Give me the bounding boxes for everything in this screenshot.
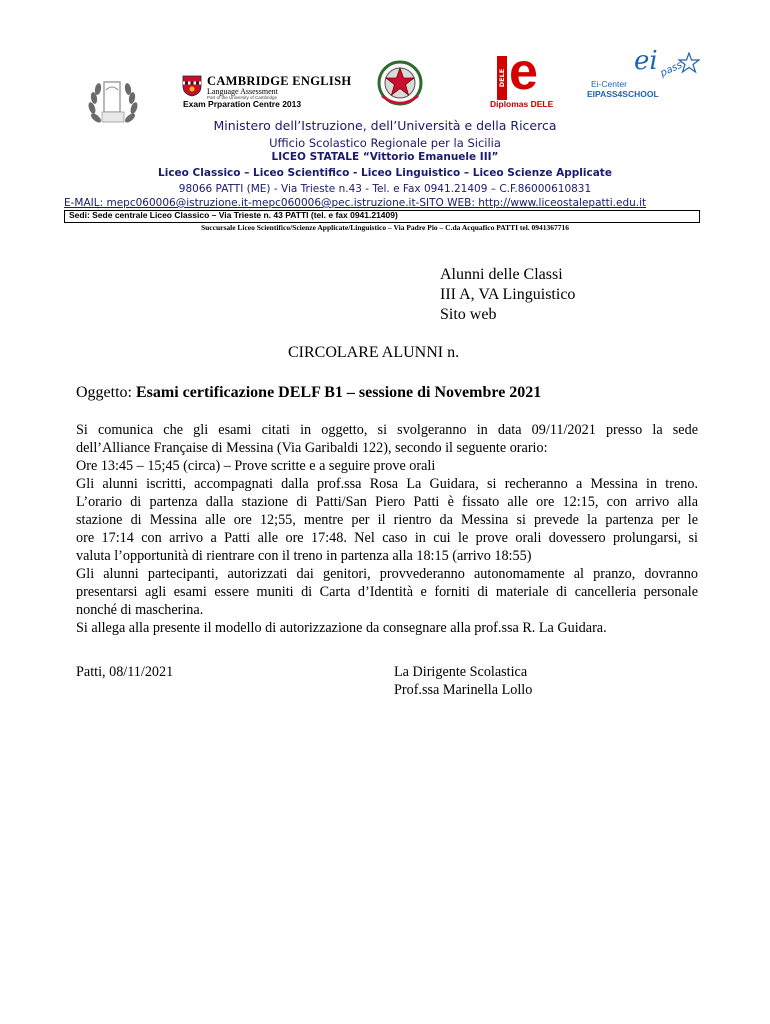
signature-name: Prof.ssa Marinella Lollo bbox=[394, 682, 533, 698]
eipass-center-label: Ei-Center bbox=[591, 79, 627, 89]
dele-caption: Diplomas DELE bbox=[490, 99, 554, 109]
eipass-logo bbox=[634, 46, 700, 84]
courses-line: Liceo Classico – Liceo Scientifico - Liceo Linguistico – Liceo Scienze Applicate bbox=[158, 167, 612, 179]
ministry-line: Ministero dell’Istruzione, dell’Università e della Ricerca bbox=[213, 118, 557, 133]
subject-label: Oggetto: bbox=[76, 384, 136, 401]
contacts-line: E-MAIL: mepc060006@istruzione.it-mepc060006@pec.istruzione.it-SITO WEB: http://www.liceostalepatti.edu.it bbox=[64, 197, 647, 209]
address-line: 98066 PATTI (ME) - Via Trieste n.43 - Tel. e Fax 0941.21409 – C.F.86000610831 bbox=[178, 183, 592, 195]
recipient-line: Sito web bbox=[440, 306, 497, 323]
subject-line bbox=[76, 384, 541, 402]
italian-republic-emblem bbox=[376, 58, 424, 108]
dele-side-label: DELE bbox=[498, 68, 506, 88]
place-date: Patti, 08/11/2021 bbox=[76, 664, 174, 680]
cambridge-title: CAMBRIDGE ENGLISH bbox=[207, 74, 352, 88]
body-line: Gli alunni partecipanti, autorizzati dai genitori, provvederanno autonomamente al pranzo, dovranno bbox=[76, 566, 698, 582]
subject-text: Esami certificazione DELF B1 – sessione di Novembre 2021 bbox=[136, 384, 542, 401]
sedi-line: Sedi: Sede centrale Liceo Classico – Via Trieste n. 43 PATTI (tel. e fax 0941.21409) bbox=[69, 210, 398, 220]
body-line: Si allega alla presente il modello di autorizzazione da consegnare alla prof.ssa R. La Guidara. bbox=[76, 620, 607, 636]
body-line: Ore 13:45 – 15;45 (circa) – Prove scritte e a seguire prove orali bbox=[76, 458, 436, 474]
recipient-line: III A, VA Linguistico bbox=[440, 286, 576, 303]
body-line: stazione di Messina alle ore 12;55, mentre per il rientro da Messina si prevede la partenza per le bbox=[76, 512, 698, 528]
dele-logo bbox=[497, 43, 547, 102]
succursale-line: Succursale Liceo Scientifico/Scienze Applicate/Linguistico – Via Padre Pio – C.da Acquafico PATTI tel. 0941367716 bbox=[200, 223, 570, 232]
body-line: Gli alunni iscritti, accompagnati dalla prof.ssa Rosa La Guidara, si recheranno a Messina in treno. bbox=[76, 476, 698, 492]
eipass-pass: pass bbox=[658, 59, 685, 80]
body-line: L’orario di partenza dalla stazione di Patti/San Piero Patti è fissato alle ore 12:15, con arrivo alla bbox=[76, 494, 698, 510]
body-line: Si comunica che gli esami citati in oggetto, si svolgeranno in data 09/11/2021 presso la sede bbox=[76, 422, 698, 438]
body-line: dell’Alliance Française di Messina (Via Garibaldi 122), secondo il seguente orario: bbox=[76, 440, 548, 456]
eipass-school-label: EIPASS4SCHOOL bbox=[587, 89, 659, 99]
sedi-box bbox=[64, 210, 700, 223]
body-line: ore 17:14 con arrivo a Patti alle ore 17:48. Nel caso in cui le prove orali dovessero prolungarsi, si bbox=[76, 530, 698, 546]
body-line: presentarsi agli esami essere muniti di Carta d’Identità e forniti di materiale di cancelleria personale bbox=[76, 584, 698, 600]
dele-letter: e bbox=[509, 43, 538, 101]
office-line: Ufficio Scolastico Regionale per la Sicilia bbox=[269, 136, 501, 150]
cambridge-centre-label: Exam Prparation Centre 2013 bbox=[183, 99, 302, 109]
recipient-line: Alunni delle Classi bbox=[440, 266, 563, 283]
star-icon bbox=[678, 52, 700, 74]
cambridge-small: Part of the University of Cambridge bbox=[207, 95, 278, 100]
school-name: LICEO STATALE “Vittorio Emanuele III” bbox=[271, 151, 499, 163]
cambridge-shield-icon bbox=[182, 75, 202, 97]
signature-title: La Dirigente Scolastica bbox=[394, 664, 528, 680]
circolare-title: CIRCOLARE ALUNNI n. bbox=[288, 344, 460, 361]
body-line: nonché di mascherina. bbox=[76, 602, 204, 618]
body-line: valuta l’opportunità di rientrare con il treno in partenza alla 18:15 (arrivo 18:55) bbox=[76, 548, 532, 564]
cambridge-subtitle: Language Assessment bbox=[207, 87, 278, 96]
eipass-brand: ei bbox=[634, 46, 658, 76]
